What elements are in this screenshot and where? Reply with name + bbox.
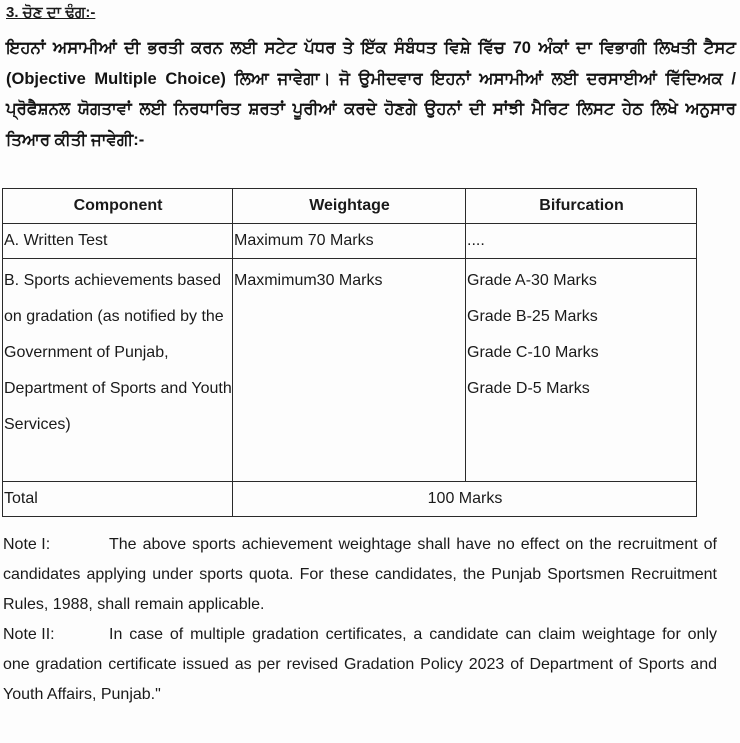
table-row bbox=[3, 259, 697, 482]
note-2 bbox=[3, 620, 717, 710]
intro-paragraph: ਇਹਨਾਂ ਅਸਾਮੀਆਂ ਦੀ ਭਰਤੀ ਕਰਨ ਲਈ ਸਟੇਟ ਪੱਧਰ ਤੇ ਇੱਕ ਸੰਬੰਧਤ ਵਿਸ਼ੇ ਵਿੱਚ 70 ਅੰਕਾਂ ਦਾ ਵਿਭਾਗੀ ਲਿਖਤੀ ਟੈਸਟ (Objective Multiple Choice) ਲਿਆ ਜਾਵੇਗਾ। ਜੋ ਉਮੀਦਵਾਰ ਇਹਨਾਂ ਅਸਾਮੀਆਂ ਲਈ ਦਰਸਾਈਆਂ ਵਿੱਦਿਅਕ / ਪ੍ਰੋਫੈਸ਼ਨਲ ਯੋਗਤਾਵਾਂ ਲਈ ਨਿਰਧਾਰਿਤ ਸ਼ਰਤਾਂ ਪੂਰੀਆਂ ਕਰਦੇ ਹੋਣਗੇ ਉਹਨਾਂ ਦੀ ਸਾਂਝੀ ਮੈਰਿਟ ਲਿਸਟ ਹੇਠ ਲਿਖੇ ਅਨੁਸਾਰ ਤਿਆਰ ਕੀਤੀ ਜਾਵੇਗੀ:- bbox=[6, 39, 736, 149]
notes-section bbox=[3, 530, 717, 710]
selection-table bbox=[2, 188, 697, 517]
cell-component: B. Sports achievements based on gradation (as notified by the Government of Punjab, Department of Sports and Youth Services) bbox=[3, 259, 233, 482]
note-label: Note II: bbox=[3, 626, 55, 643]
grade-item: Grade B-25 Marks bbox=[467, 308, 598, 325]
cell-weightage: Maxmimum30 Marks bbox=[233, 259, 466, 482]
table-total-row bbox=[3, 482, 697, 517]
total-label: Total bbox=[3, 482, 233, 517]
grade-item: Grade D-5 Marks bbox=[467, 380, 590, 397]
header-weightage: Weightage bbox=[233, 189, 466, 224]
note-text: In case of multiple gradation certificates, a candidate can claim weightage for only one gradation certificate issued as per revised Gradation Policy 2023 of Department of Sports and Youth Affairs, Punjab." bbox=[3, 626, 717, 703]
cell-weightage: Maximum 70 Marks bbox=[233, 224, 466, 259]
header-component: Component bbox=[3, 189, 233, 224]
note-text: The above sports achievement weightage shall have no effect on the recruitment of candidates applying under sports quota. For these candidates, the Punjab Sportsmen Recruitment Rules, 1988, shall remain applicable. bbox=[3, 536, 717, 613]
table-row bbox=[3, 224, 697, 259]
grade-item: Grade A-30 Marks bbox=[467, 272, 597, 289]
grade-item: Grade C-10 Marks bbox=[467, 344, 599, 361]
total-value: 100 Marks bbox=[233, 482, 697, 517]
section-heading: 3. ਚੋਣ ਦਾ ਢੰਗ:- bbox=[6, 4, 96, 21]
cell-component: A. Written Test bbox=[3, 224, 233, 259]
table-header-row bbox=[3, 189, 697, 224]
note-label: Note I: bbox=[3, 536, 51, 553]
header-bifurcation: Bifurcation bbox=[466, 189, 697, 224]
cell-bifurcation bbox=[466, 259, 697, 482]
note-1 bbox=[3, 530, 717, 620]
cell-bifurcation: .... bbox=[466, 224, 697, 259]
